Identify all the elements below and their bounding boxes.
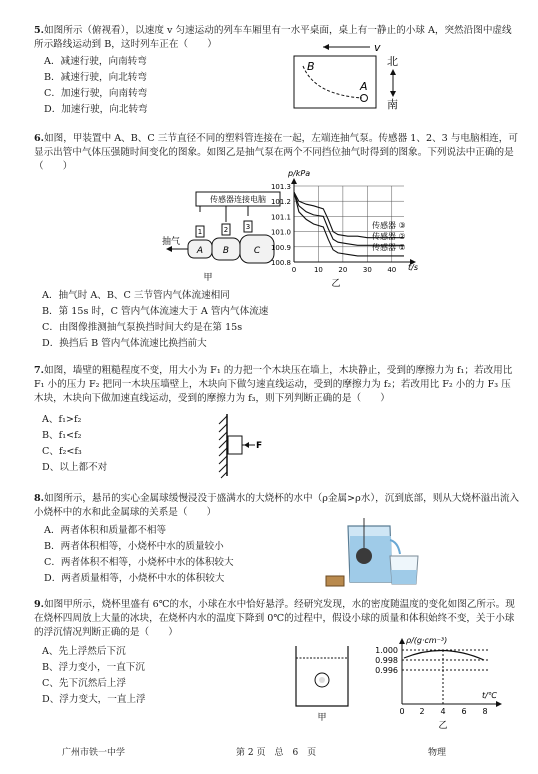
arrow-head-icon	[323, 44, 329, 50]
q6-apparatus-figure	[160, 188, 280, 284]
legend-sensor-3: 传感器 ③	[372, 221, 406, 230]
q7-wall-figure	[205, 412, 269, 480]
question-number: 9.	[34, 599, 45, 610]
q6-option-c[interactable]: C．由图像推测抽气泵换挡时间大约是在第 15s	[42, 322, 243, 333]
point-b-label: B	[307, 60, 315, 73]
force-label: F	[256, 441, 263, 451]
chart-x-label: t/℃	[482, 691, 497, 700]
y-tick-0998: 0.998	[375, 656, 398, 665]
question-number: 8.	[34, 493, 45, 504]
x-tick-label: 0	[291, 266, 297, 274]
q6-option-d[interactable]: D．换挡后 B 管内气体流速比换挡前大	[42, 338, 207, 349]
y-tick-label: 101.2	[270, 198, 291, 207]
x-tick-6: 6	[461, 707, 467, 716]
question-9	[34, 598, 520, 640]
footer-subject: 物理	[428, 748, 447, 758]
q9-beaker-figure	[282, 640, 362, 724]
q5-option-a[interactable]: A．减速行驶，向南转弯	[44, 56, 147, 67]
arrow-up-icon	[399, 638, 405, 644]
ball-core	[319, 677, 325, 683]
y-tick-1000: 1.000	[375, 646, 398, 655]
pump-label: 抽气	[162, 237, 181, 247]
q6-pressure-chart	[270, 169, 426, 290]
q6-option-a[interactable]: A．抽气时 A、B、C 三节管内气体流速相同	[42, 290, 230, 301]
tube-a-label: A	[196, 246, 204, 256]
y-tick-label: 101.3	[270, 183, 291, 191]
question-9-stem	[34, 598, 520, 640]
question-text: 如图，甲装置中 A、B、C 三节直径不同的塑料管连接在一起，左端连抽气泵。传感器 1、2、3 与电脑相连，可显示出管中气体压强随时间变化的图象。如图乙是抽气泵在两个不同挡位抽气时得到的图象。下列说法中正确的是（ ）	[34, 133, 518, 172]
question-number: 7.	[34, 365, 45, 376]
sensor-3-label: 3	[245, 223, 251, 231]
x-tick-label: 30	[362, 266, 372, 274]
sensor-2-label: 2	[223, 226, 229, 234]
question-6	[34, 132, 520, 174]
q7-option-c[interactable]: C、f₂<f₃	[42, 446, 82, 457]
arrow-right-icon	[496, 701, 502, 707]
tube-c-label: C	[253, 246, 261, 256]
question-text: 如图所示（俯视看），以速度 v 匀速运动的列车车厢里有一水平桌面，桌上有一静止的小球 A，突然沿图中虚线所示路线运动到 B，这时列车正在（ ）	[34, 25, 512, 50]
q7-option-a[interactable]: A、f₁>f₂	[42, 414, 82, 425]
q9-option-d[interactable]: D、浮力变大，一直上浮	[42, 694, 146, 705]
arrow-up-icon	[291, 178, 297, 184]
arrow-left-icon	[244, 442, 249, 448]
question-7	[34, 364, 520, 406]
q6-option-b[interactable]: B．第 15s 时，C 管内气体流速大于 A 管内气体流速	[42, 306, 269, 317]
arrow-up-icon	[390, 69, 396, 75]
series-line-sensor-3	[294, 192, 404, 238]
small-beaker-water	[391, 570, 417, 584]
x-tick-label: 40	[387, 266, 397, 274]
question-text: 如图，墙壁的粗糙程度不变，用大小为 F₁ 的力把一个木块压在墙上，木块静止，受到的摩擦力为 f₁；若改用比 F₁ 小的压力 F₂ 把同一木块压墙壁上，木块向下做匀速直线运动，受到的摩擦力为 f₂；若改用比 F₂ 小的力 F₃ 压木块，木块向下做加速直线运动，受到的摩擦力为 f₃，则下列判断正确的是（ ）	[34, 365, 513, 404]
legend-sensor-1: 传感器 ①	[372, 243, 406, 252]
q8-option-d[interactable]: D．两者质量相等，小烧杯中水的体积较大	[44, 573, 225, 584]
x-tick-2: 2	[419, 707, 425, 716]
chart-y-label: ρ/(g·cm⁻³)	[406, 636, 448, 645]
north-label: 北	[387, 55, 398, 68]
q9-option-c[interactable]: C、先下沉然后上浮	[42, 678, 127, 689]
question-number: 6.	[34, 133, 45, 144]
density-curve	[404, 650, 484, 660]
chart-y-label: p/kPa	[288, 169, 311, 178]
question-5	[34, 24, 520, 52]
y-tick-0996: 0.996	[375, 666, 398, 675]
y-tick-label: 101.0	[270, 228, 291, 237]
q9-option-b[interactable]: B、浮力变小，一直下沉	[42, 662, 145, 673]
x-tick-8: 8	[482, 707, 488, 716]
chart-x-label: t/s	[408, 263, 418, 272]
sensor-box-label: 传感器连接电脑	[210, 195, 266, 204]
support-block	[326, 576, 344, 586]
figure-caption-jia: 甲	[317, 713, 327, 723]
question-number: 5.	[34, 25, 45, 36]
figure-caption-yi: 乙	[331, 279, 341, 289]
q9-option-a[interactable]: A、先上浮然后下沉	[42, 646, 126, 657]
wood-block	[228, 436, 242, 454]
question-5-stem	[34, 24, 520, 52]
x-tick-0: 0	[399, 707, 405, 716]
south-label: 南	[387, 98, 398, 111]
q5-figure	[290, 38, 420, 118]
figure-caption-jia: 甲	[203, 273, 213, 283]
question-8-stem	[34, 492, 520, 520]
y-tick-label: 100.9	[270, 243, 291, 252]
q7-option-b[interactable]: B、f₁<f₂	[42, 430, 82, 441]
question-8	[34, 492, 520, 520]
x-tick-label: 20	[338, 266, 348, 274]
y-tick-label: 101.1	[270, 213, 291, 222]
question-text: 如图所示，悬吊的实心金属球缓慢浸没于盛满水的大烧杯的水中（ρ金属>ρ水），沉到底部，则从大烧杯溢出流入小烧杯中的水和此金属球的关系是（ ）	[34, 493, 520, 518]
y-tick-label: 100.8	[270, 259, 291, 267]
q8-option-c[interactable]: C．两者体积不相等，小烧杯中水的体积较大	[44, 557, 234, 568]
q7-option-d[interactable]: D、以上都不对	[42, 462, 108, 473]
tube-b-label: B	[222, 246, 230, 256]
q8-beaker-figure	[318, 518, 428, 590]
x-tick-4: 4	[440, 707, 446, 716]
question-6-stem	[34, 132, 520, 174]
arrow-down-icon	[390, 91, 396, 97]
q5-option-d[interactable]: D．加速行驶，向北转弯	[44, 104, 148, 115]
q9-density-chart	[360, 636, 510, 732]
wall-hatch	[219, 416, 227, 478]
q8-option-a[interactable]: A．两者体积和质量都不相等	[44, 525, 167, 536]
footer-school: 广州市铁一中学	[62, 748, 126, 758]
question-7-stem	[34, 364, 520, 406]
footer-page: 第 2 页 总 6 页	[236, 748, 317, 758]
velocity-label: v	[374, 41, 381, 54]
question-text: 如图甲所示，烧杯里盛有 6℃的水，小球在水中恰好悬浮。经研究发现，水的密度随温度的变化如图乙所示。现在烧杯四周放上大量的冰块，在烧杯内水的温度下降到 0℃的过程中，假设小球的质量和体积始终不变，关于小球的浮沉情况判断正确的是（ ）	[34, 599, 515, 638]
q8-option-b[interactable]: B．两者体积相等，小烧杯中水的质量较小	[44, 541, 224, 552]
q5-option-c[interactable]: C．加速行驶，向南转弯	[44, 88, 148, 99]
point-a-label: A	[360, 80, 368, 93]
x-tick-label: 10	[313, 266, 323, 274]
figure-caption-yi: 乙	[438, 721, 448, 731]
legend-sensor-2: 传感器 ②	[372, 232, 406, 241]
sensor-1-label: 1	[197, 228, 203, 236]
metal-ball	[356, 548, 372, 564]
q5-option-b[interactable]: B．减速行驶，向北转弯	[44, 72, 147, 83]
